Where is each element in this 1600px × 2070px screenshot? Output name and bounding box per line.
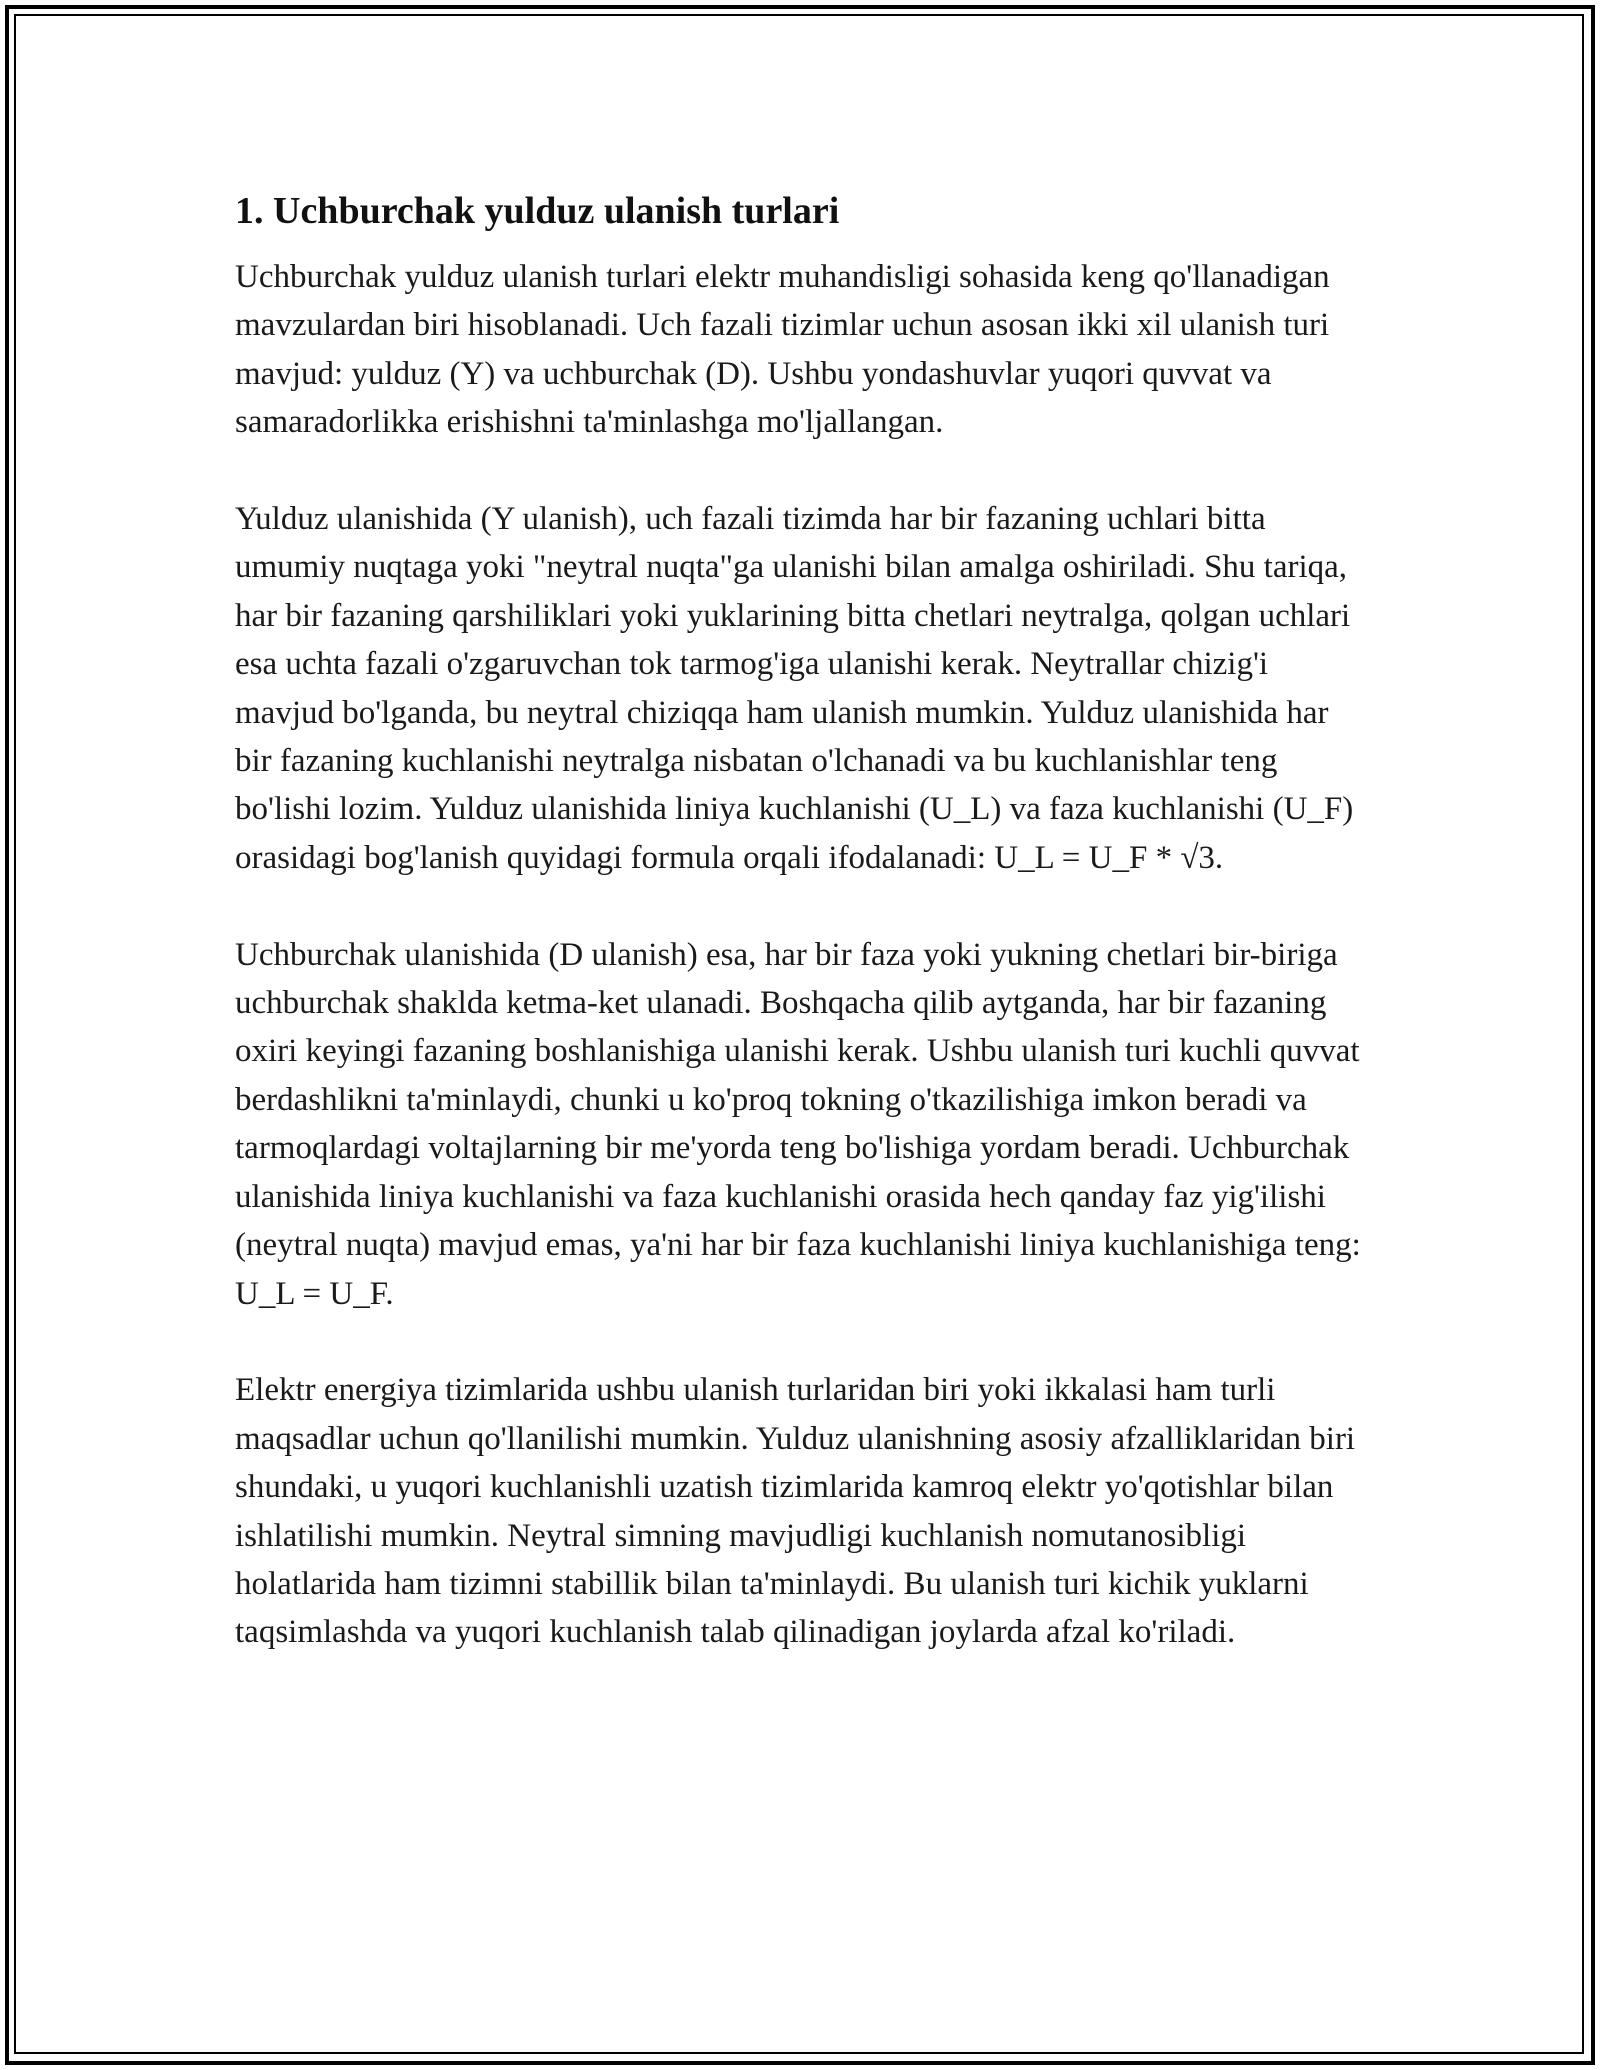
paragraph-delta-connection: Uchburchak ulanishida (D ulanish) esa, har bir faza yoki yukning chetlari bir-biriga uchburchak shakldа ketma-ket ulanadi. Boshqacha qilib aytganda, har bir fazaning oxiri keyingi fazaning boshlanishiga ulanishi kerak. Ushbu ulanish turi kuchli quvvat berdashlikni ta'minlaydi, chunki u ko'proq tokning o'tkazilishiga imkon beradi va tarmoqlardagi voltajlarning bir me'yorda teng bo'lishiga yordam beradi. Uchburchak ulanishida liniya kuchlanishi va faza kuchlanishi orasida hech qanday faz yig'ilishi (neytral nuqta) mavjud emas, ya'ni har bir faza kuchlanishi liniya kuchlanishiga teng: U_L = U_F.: [235, 936, 1361, 1312]
paragraph-applications: Elektr energiya tizimlarida ushbu ulanish turlaridan biri yoki ikkalasi ham turli maqsadlar uchun qo'llanilishi mumkin. Yulduz ulanishning asosiy afzalliklaridan biri shundaki, u yuqori kuchlanishli uzatish tizimlarida kamroq elektr yo'qotishlar bilan ishlatilishi mumkin. Neytral simning mavjudligi kuchlanish nomutanosibligi holatlarida ham tizimni stabillik bilan ta'minlaydi. Bu ulanish turi kichik yuklarni taqsimlashda va yuqori kuchlanish talab qilinadigan joylarda afzal ko'riladi.: [235, 1372, 1356, 1651]
paragraph-intro: Uchburchak yulduz ulanish turlari elektr muhandisligi sohasida keng qo'llanadigan mavzulardan biri hisoblanadi. Uch fazali tizimlar uchun asosan ikki xil ulanish turi mavjud: yulduz (Y) va uchburchak (D). Ushbu yondashuvlar yuqori quvvat va samaradorlikka erishishni ta'minlashga mo'ljallangan.: [235, 259, 1330, 441]
section-heading: 1. Uchburchak yulduz ulanish turlari: [235, 190, 840, 232]
document-body: [235, 185, 1365, 1705]
paragraph-star-connection: Yulduz ulanishida (Y ulanish), uch fazali tizimda har bir fazaning uchlari bitta umumiy nuqtaga yoki "neytral nuqta"ga ulanishi bilan amalga oshiriladi. Shu tariqa, har bir fazaning qarshiliklari yoki yuklarining bitta chetlari neytralga, qolgan uchlari esa uchta fazali o'zgaruvchan tok tarmog'iga ulanishi kerak. Neytrallar chizig'i mavjud bo'lganda, bu neytral chiziqqa ham ulanish mumkin. Yulduz ulanishida har bir fazaning kuchlanishi neytralga nisbatan o'lchanadi va bu kuchlanishlar teng bo'lishi lozim. Yulduz ulanishida liniya kuchlanishi (U_L) va faza kuchlanishi (U_F) orasidagi bog'lanish quyidagi formula orqali ifodalanadi: U_L = U_F * √3.: [235, 501, 1354, 876]
